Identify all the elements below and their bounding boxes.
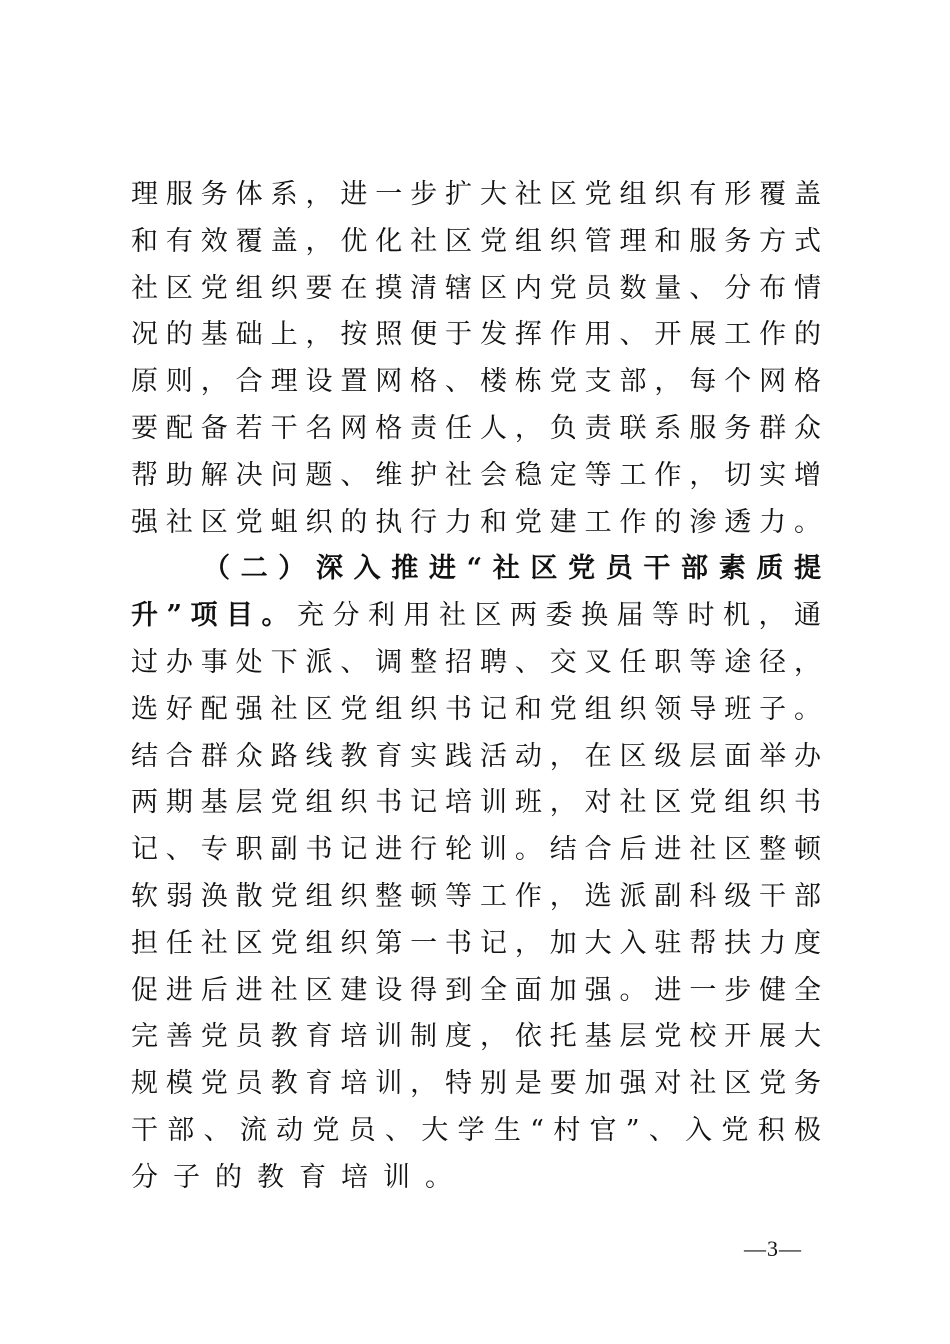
section-2-line-4: 结合群众路线教育实践活动，在区级层面举办 [131,740,821,772]
section-2-line-13: 分子的教育培训。 [131,1161,467,1193]
section-2-line-1-text: 充分利用社区两委换届等时机，通 [297,600,822,632]
section-2-heading-end: 升”项目。 [131,600,298,632]
section-2-line-6: 记、专职副书记进行轮训。结合后进社区整顿 [131,834,821,866]
page-number: —3— [744,1236,802,1261]
section-2-line-5: 两期基层党组织书记培训班，对社区党组织书 [131,787,821,819]
paragraph-1-line-5: 原则，合理设置网格、楼栋党支部，每个网格 [131,366,821,398]
section-2-line-10: 完善党员教育培训制度，依托基层党校开展大 [131,1021,821,1053]
section-2-heading-line-1: （二）深入推进“社区党员干部素质提 [203,553,821,585]
paragraph-1-line-3: 社区党组织要在摸清辖区内党员数量、分布情 [131,272,821,304]
paragraph-1-line-1: 理服务体系，进一步扩大社区党组织有形覆盖 [131,179,821,210]
section-2-line-12: 干部、流动党员、大学生“村官”、入党积极 [131,1114,821,1146]
section-2-line-3: 选好配强社区党组织书记和党组织领导班子。 [131,693,821,725]
paragraph-1-line-4: 况的基础上，按照便于发挥作用、开展工作的 [131,319,821,351]
paragraph-1-line-8: 强社区党蛆织的执行力和党建工作的渗透力。 [131,506,821,538]
paragraph-1-line-7: 帮助解决问题、维护社会稳定等工作，切实增 [131,459,821,491]
section-2-line-8: 担任社区党组织第一书记，加大入驻帮扶力度 [131,927,821,959]
section-2-line-1 [131,593,821,640]
section-2-line-2: 过办事处下派、调整招聘、交叉任职等途径， [131,646,821,678]
section-2-line-9: 促进后进社区建设得到全面加强。进一步健全 [131,974,821,1006]
section-2-line-7: 软弱涣散党组织整顿等工作，选派副科级干部 [131,880,821,912]
body-text [131,172,821,1202]
paragraph-1-line-6: 要配备若干名网格责任人，负责联系服务群众 [131,412,821,444]
paragraph-1-line-2: 和有效覆盖，优化社区党组织管理和服务方式 [131,225,821,257]
section-2-line-11: 规模党员教育培训，特别是要加强对社区党务 [131,1068,821,1100]
